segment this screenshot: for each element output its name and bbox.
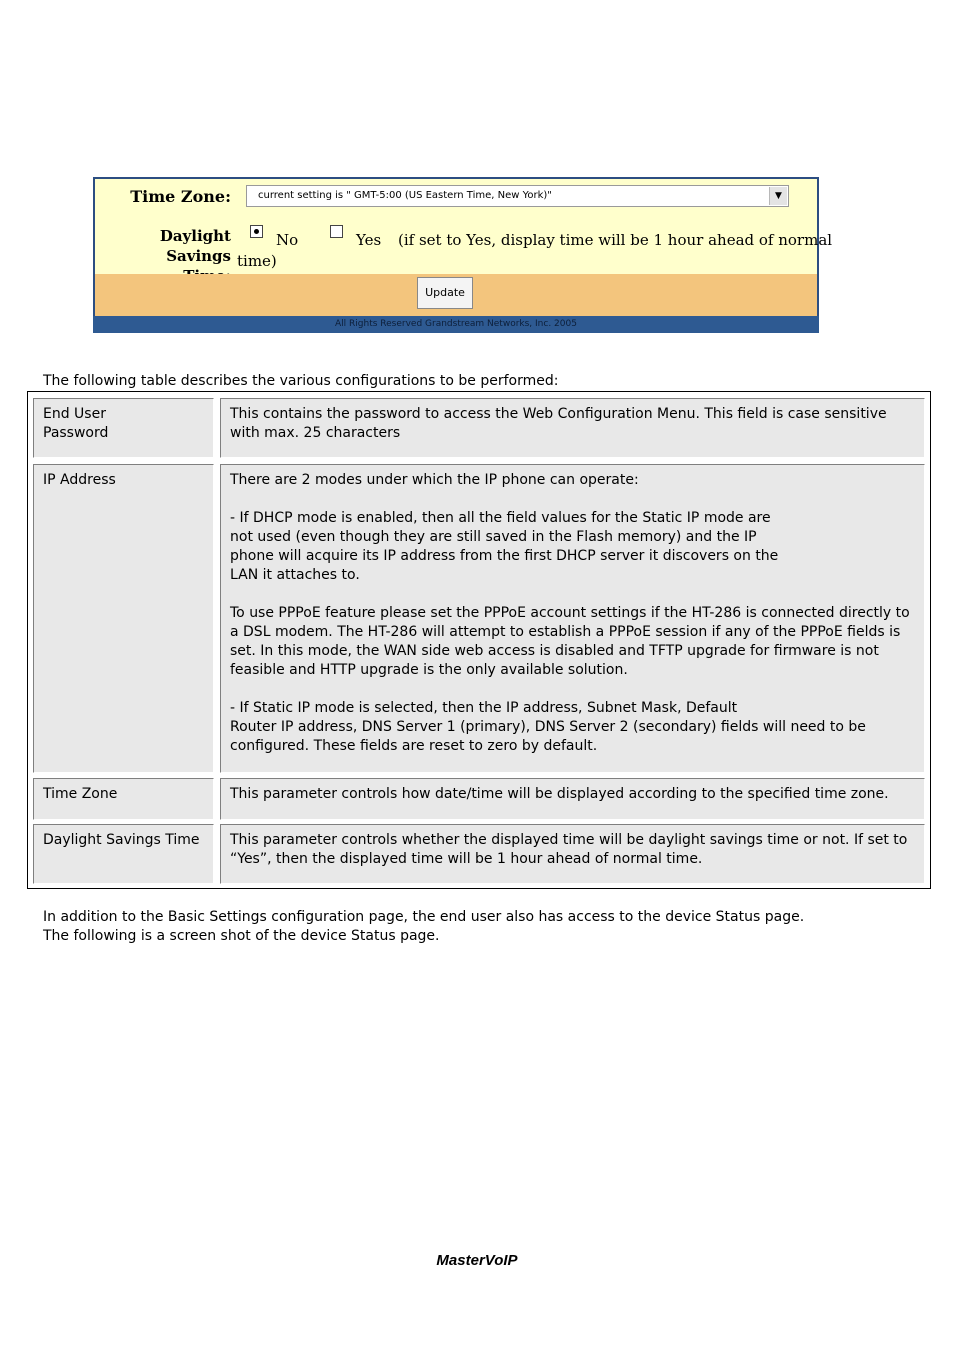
time-zone-value: current setting is " GMT-5:00 (US Eastern Time, New York)"	[258, 190, 552, 201]
basic-settings-screenshot	[93, 177, 833, 331]
dst-no-radio[interactable]	[250, 225, 263, 238]
table-row-name: End User Password	[33, 398, 214, 458]
table-row-name: Time Zone	[33, 778, 214, 820]
page-footer: MasterVoIP	[436, 1252, 518, 1269]
table-row-description: There are 2 modes under which the IP phone can operate: - If DHCP mode is enabled, then all the field values for the Static IP mode are not used (even though they are still saved in the Flash memory) and the IP phone will acquire its IP address from the first DHCP server it discovers on the LAN it attaches to. To use PPPoE feature please set the PPPoE account settings if the HT-286 is connected directly to a DSL modem. The HT-286 will attempt to establish a PPPoE session if any of the PPPoE fields is set. In this mode, the WAN side web access is disabled and TFTP upgrade for firmware is not feasible and HTTP upgrade is the only available solution. - If Static IP mode is selected, then the IP address, Subnet Mask, Default Router IP address, DNS Server 1 (primary), DNS Server 2 (secondary) fields will need to be configured. These fields are reset to zero by default.	[220, 464, 925, 773]
chevron-down-icon[interactable]: ▼	[769, 187, 787, 205]
table-row-description: This parameter controls how date/time will be displayed according to the specified time zone.	[220, 778, 925, 820]
table-row-name: Daylight Savings Time	[33, 824, 214, 884]
update-button[interactable]: Update	[417, 277, 473, 309]
copyright-bar: All Rights Reserved Grandstream Networks, Inc. 2005	[93, 316, 819, 333]
dst-no-label: No	[276, 231, 299, 249]
time-zone-label: Time Zone:	[130, 187, 231, 206]
dst-yes-radio[interactable]	[330, 225, 343, 238]
update-row	[95, 274, 817, 316]
status-page-text-continued: The following is a screen shot of the device Status page.	[43, 928, 440, 944]
config-table	[27, 391, 931, 889]
status-page-text: In addition to the Basic Settings configuration page, the end user also has access to the device Status page.	[43, 909, 805, 925]
table-row-description: This parameter controls whether the displayed time will be daylight savings time or not. If set to “Yes”, then the displayed time will be 1 hour ahead of normal time.	[220, 824, 925, 884]
table-row-name: IP Address	[33, 464, 214, 773]
time-zone-select[interactable]	[246, 185, 789, 207]
daylight-savings-label: Daylight Savings	[159, 227, 231, 265]
dst-yes-label: Yes	[356, 231, 382, 249]
table-row-description: This contains the password to access the Web Configuration Menu. This field is case sensitive with max. 25 characters	[220, 398, 925, 458]
dst-note-continued: time)	[237, 252, 277, 270]
table-intro: The following table describes the various configurations to be performed:	[43, 373, 559, 389]
dst-note: (if set to Yes, display time will be 1 hour ahead of normal	[398, 231, 833, 249]
